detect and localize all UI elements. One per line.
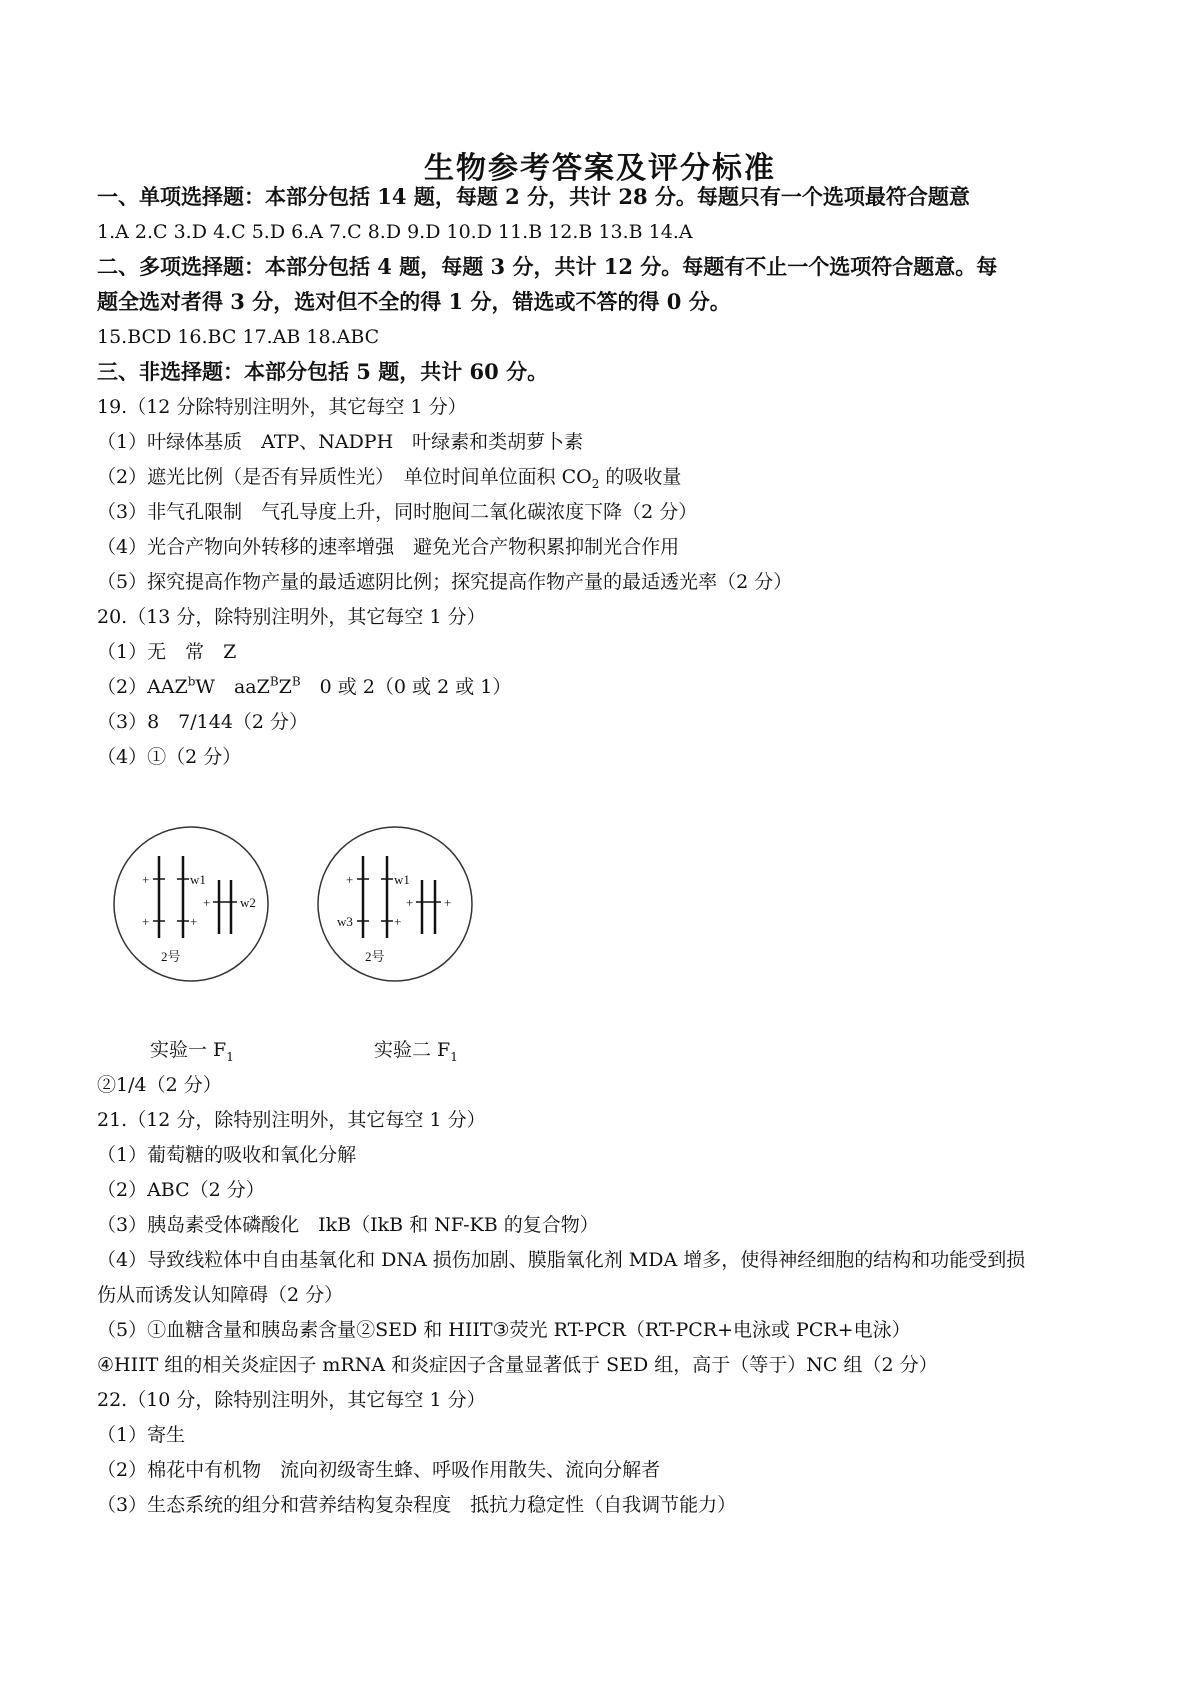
f1-subscript: 1: [450, 1049, 458, 1064]
plus-allele: +: [406, 895, 414, 910]
figure-2-caption-text: 实验二 F: [374, 1039, 451, 1061]
chromosome-diagrams: [113, 826, 493, 986]
plus-allele: +: [203, 895, 211, 910]
q21-answer-2: （2）ABC（2 分）: [97, 1179, 265, 1201]
chromosome-number-label: 2号: [161, 949, 181, 964]
q21-answer-5-line1: （5）①血糖含量和胰岛素含量②SED 和 HIIT③荧光 RT-PCR（RT-PCR+电泳或 PCR+电泳）: [97, 1319, 911, 1341]
w2-label: w2: [240, 895, 256, 910]
section-3-heading: 三、非选择题：本部分包括 5 题，共计 60 分。: [97, 359, 549, 384]
section-2-answers: 15.BCD 16.BC 17.AB 18.ABC: [97, 326, 380, 348]
w3-label: w3: [337, 914, 353, 929]
section-1-heading: 一、单项选择题：本部分包括 14 题，每题 2 分，共计 28 分。每题只有一个选项最符合题意: [97, 184, 970, 209]
q21-answer-4-line2: 伤从而诱发认知障碍（2 分）: [97, 1284, 344, 1306]
q20-answer-1: （1）无 常 Z: [97, 641, 237, 663]
plus-allele: +: [444, 895, 452, 910]
chromosome-number-label: 2号: [365, 949, 385, 964]
w1-label: w1: [190, 872, 206, 887]
figure-2-cell: [318, 827, 472, 981]
figure-1-cell: [114, 827, 268, 981]
q20-answer-3: （3）8 7/144（2 分）: [97, 711, 309, 733]
co2-subscript: 2: [591, 476, 600, 491]
genotype-z: Z: [278, 676, 292, 698]
q19-answer-2-tail: 的吸收量: [599, 466, 682, 488]
q19-answer-2-text: （2）遮光比例（是否有异质性光） 单位时间单位面积 CO: [97, 466, 592, 488]
q20-answer-2: [97, 673, 511, 701]
section-1-answers: 1.A 2.C 3.D 4.C 5.D 6.A 7.C 8.D 9.D 10.D 11.B 12.B 13.B 14.A: [97, 221, 693, 243]
q22-answer-2: （2）棉花中有机物 流向初级寄生蜂、呼吸作用散失、流向分解者: [97, 1459, 661, 1481]
q19-answer-5: （5）探究提高作物产量的最适遮阴比例；探究提高作物产量的最适透光率（2 分）: [97, 571, 793, 593]
q19-answer-2: [97, 463, 681, 491]
q19-answer-3: （3）非气孔限制 气孔导度上升，同时胞间二氧化碳浓度下降（2 分）: [97, 501, 698, 523]
page-title: 生物参考答案及评分标准: [424, 151, 776, 186]
q22-answer-3: （3）生态系统的组分和营养结构复杂程度 抵抗力稳定性（自我调节能力）: [97, 1494, 737, 1516]
q21-answer-1: （1）葡萄糖的吸收和氧化分解: [97, 1144, 357, 1166]
figure-1-caption: [150, 1035, 234, 1062]
figure-2-caption: [374, 1035, 458, 1062]
q20-answer-4: （4）①（2 分）: [97, 746, 242, 768]
plus-allele: +: [142, 914, 150, 929]
figure-1-caption-text: 实验一 F: [150, 1039, 227, 1061]
q20-heading: 20.（13 分，除特别注明外，其它每空 1 分）: [97, 606, 486, 628]
q19-answer-1: （1）叶绿体基质 ATP、NADPH 叶绿素和类胡萝卜素: [97, 431, 584, 453]
genotype-aazbw: （2）AAZ: [97, 676, 188, 698]
section-2-heading-line1: 二、多项选择题：本部分包括 4 题，每题 3 分，共计 12 分。每题有不止一个选项符合题意。每: [97, 254, 998, 279]
q20-answer-5: ②1/4（2 分）: [97, 1074, 222, 1096]
q19-answer-4: （4）光合产物向外转移的速率增强 避免光合产物积累抑制光合作用: [97, 536, 680, 558]
superscript-b: b: [187, 674, 196, 689]
q22-heading: 22.（10 分，除特别注明外，其它每空 1 分）: [97, 1389, 486, 1411]
q21-heading: 21.（12 分，除特别注明外，其它每空 1 分）: [97, 1109, 486, 1131]
q21-answer-3: （3）胰岛素受体磷酸化 IkB（IkB 和 NF-KB 的复合物）: [97, 1214, 599, 1236]
genotype-aazbzb: W aaZ: [195, 676, 270, 698]
section-2-heading-line2: 题全选对者得 3 分，选对但不全的得 1 分，错选或不答的得 0 分。: [97, 289, 731, 314]
q21-answer-5-line2: ④HIIT 组的相关炎症因子 mRNA 和炎症因子含量显著低于 SED 组，高于（等于）NC 组（2 分）: [97, 1354, 938, 1376]
f1-subscript: 1: [226, 1049, 234, 1064]
plus-allele: +: [394, 914, 402, 929]
plus-allele: +: [190, 914, 198, 929]
plus-allele: +: [346, 872, 354, 887]
q20-answer-2-tail: 0 或 2（0 或 2 或 1）: [300, 676, 512, 698]
q19-heading: 19.（12 分除特别注明外，其它每空 1 分）: [97, 396, 467, 418]
superscript-b-upper-2: B: [291, 674, 301, 689]
plus-allele: +: [142, 872, 150, 887]
superscript-b-upper: B: [269, 674, 279, 689]
w1-label: w1: [394, 872, 410, 887]
q22-answer-1: （1）寄生: [97, 1424, 186, 1446]
q21-answer-4-line1: （4）导致线粒体中自由基氧化和 DNA 损伤加剧、膜脂氧化剂 MDA 增多，使得神经细胞的结构和功能受到损: [97, 1249, 1026, 1271]
